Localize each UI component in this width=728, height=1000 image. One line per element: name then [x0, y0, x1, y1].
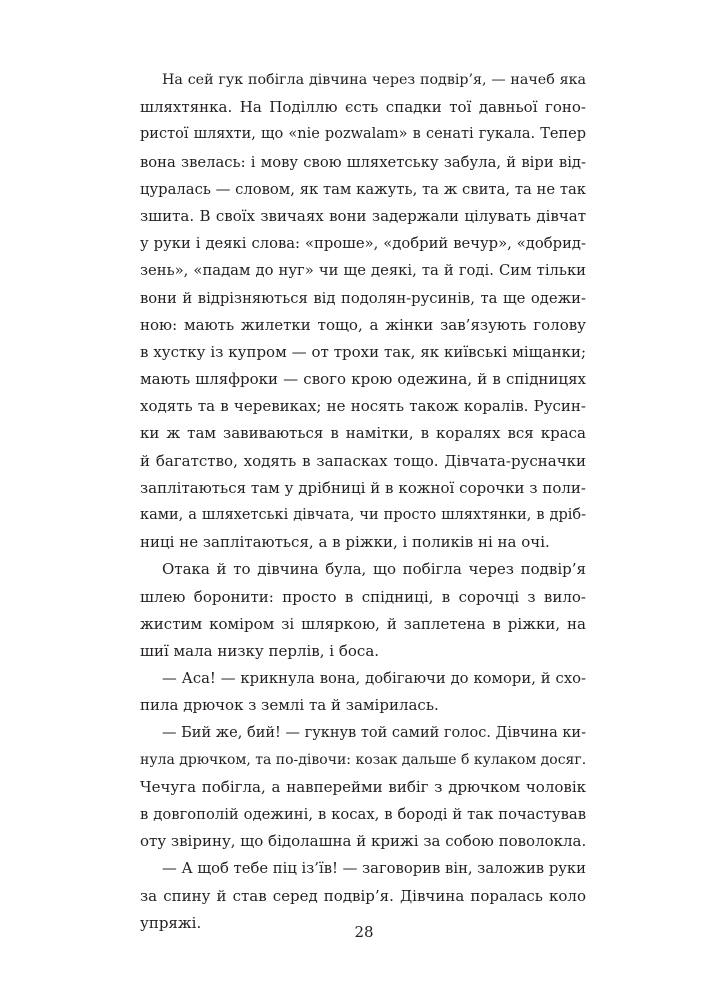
- text-line: в хустку із купром — от трохи так, як київські міщанки;: [140, 342, 586, 361]
- text-line: — Аса! — крикнула вона, добігаючи до комори, й схо-: [162, 670, 586, 688]
- text-line: вони й відрізняються від подолян-русинів, та ще одежи-: [140, 289, 586, 307]
- text-line: й багатство, ходять в запасках тощо. Дівчата-русначки: [140, 451, 586, 470]
- page-number: 28: [354, 923, 374, 941]
- text-line: Отака й то дівчина була, що побігла через подвір’я: [162, 560, 586, 579]
- text-line: На сей гук побігла дівчина через подвір’я, — начеб яка: [162, 72, 586, 88]
- text-line: оту звірину, що бідолашна й крижі за собою поволокла.: [140, 832, 586, 851]
- text-line: — А щоб тебе піц із’їв! — заговорив він, заложив руки: [162, 860, 586, 878]
- text-line: заплітаються там у дрібниці й в кожної сорочки з поли-: [140, 478, 586, 497]
- text-line: — Бий же, бий! — гукнув той самий голос. Дівчина ки-: [162, 724, 586, 741]
- text-line: зшита. В своїх звичаях вони задержали цілувать дівчат: [140, 206, 586, 225]
- text-line: шлею боронити: просто в спідниці, в сорочці з вило-: [140, 587, 586, 606]
- text-line: шляхтянка. На Поділлю єсть спадки тої давньої гоно-: [140, 98, 586, 117]
- text-line: мають шляфроки — свого крою одежина, й в спідницях: [140, 370, 586, 389]
- text-line: нула дрючком, та по-дівочи: козак дальше б кулаком досяг.: [140, 751, 586, 768]
- text-line: ходять та в черевиках; не носять також коралів. Русин-: [140, 397, 586, 416]
- text-line: ниці не заплітаються, а в ріжки, і поликів ні на очі.: [140, 533, 550, 552]
- text-line: вона звелась: і мову свою шляхетську забула, й віри від-: [140, 153, 586, 171]
- text-line: ками, а шляхетські дівчата, чи просто шляхтянки, в дріб-: [140, 507, 586, 523]
- text-line: в довгополій одежині, в косах, в бороді й так почастував: [140, 806, 586, 824]
- text-line: пила дрючок з землі та й замірилась.: [140, 696, 439, 715]
- text-line: за спину й став серед подвір’я. Дівчина поралась коло: [140, 886, 586, 905]
- text-line: ною: мають жилетки тощо, а жінки зав’язують голову: [140, 315, 586, 334]
- text-line: цуралась — словом, як там кажуть, та ж свита, та не так: [140, 180, 586, 198]
- text-line: у руки і деякі слова: «проше», «добрий вечур», «добрид-: [140, 235, 586, 253]
- text-line: Чечуга побігла, а навперейми вибіг з дрючком чоловік: [140, 777, 586, 796]
- text-line: упряжі.: [140, 913, 202, 932]
- body-text: [140, 67, 586, 937]
- text-line: жистим коміром зі шляркою, й заплетена в ріжки, на: [140, 614, 586, 633]
- text-line: ки ж там завиваються в намітки, в коралях вся краса: [140, 424, 586, 443]
- text-line: зень», «падам до нуг» чи ще деякі, та й годі. Сим тільки: [140, 262, 586, 280]
- text-line: ристої шляхти, що «nie pozwalam» в сенаті гукала. Тепер: [140, 126, 586, 143]
- text-line: шиї мала низку перлів, і боса.: [140, 641, 380, 660]
